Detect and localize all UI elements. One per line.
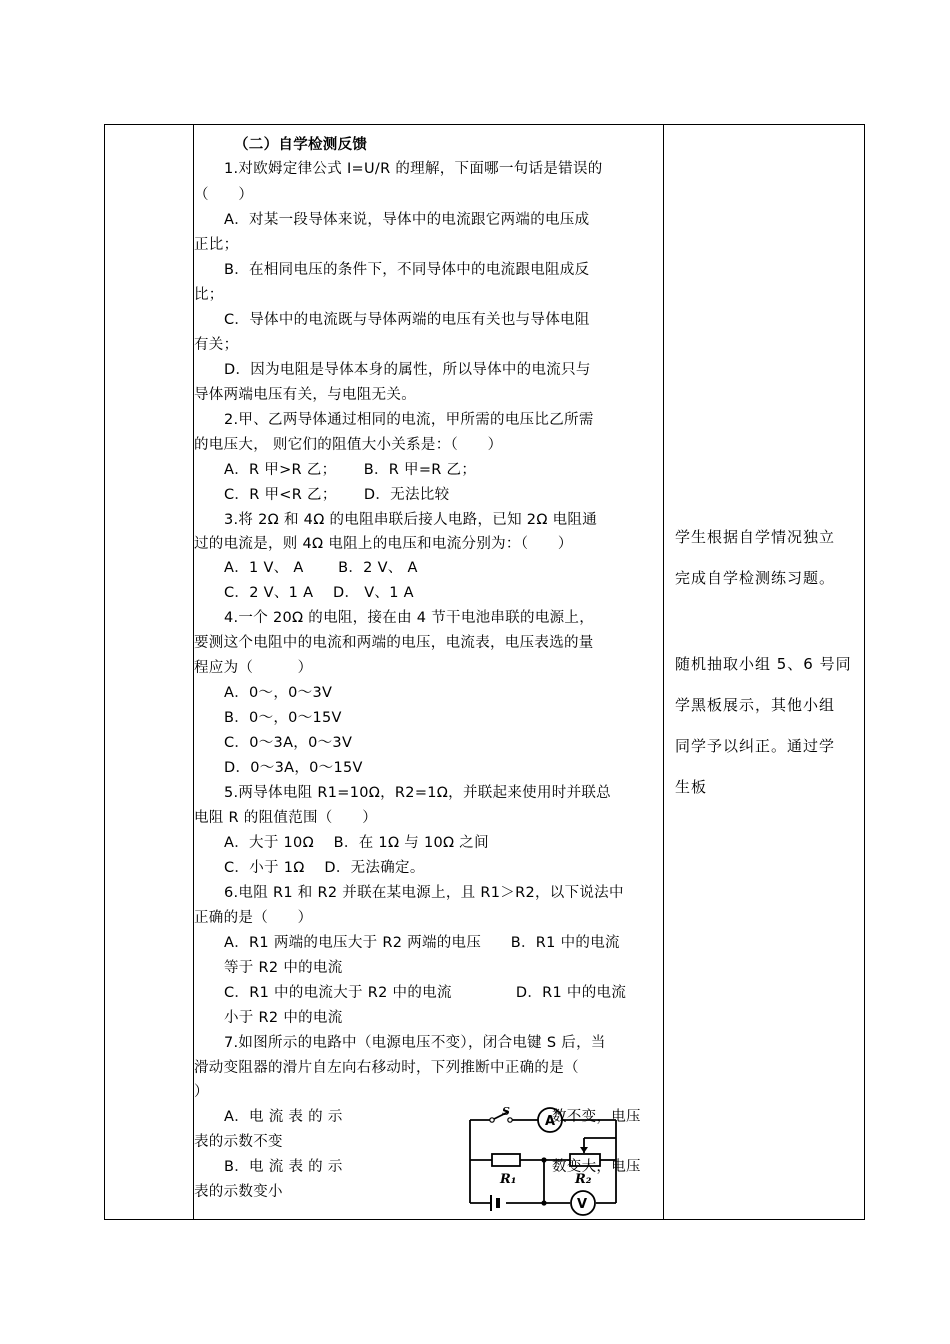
lesson-table [104,124,865,1220]
q1-option-d: D．因为电阻是导体本身的属性，所以导体中的电流只与 [224,362,591,378]
q1-option-c: 有关； [194,337,239,353]
q4-option-c: C．0～3A，0～3V [224,735,353,751]
q3-options: C．2 V、1 A D． V、1 A [224,585,414,601]
note-line: 同学予以纠正。通过学 [675,737,836,755]
q6-options: 小于 R2 中的电流 [224,1010,343,1026]
q1-stem: （ ） [194,187,254,203]
voltmeter-label: V [577,1197,588,1212]
q1-stem: 1.对欧姆定律公式 I=U/R 的理解，下面哪一句话是错误的 [224,161,603,177]
q4-stem: 要测这个电阻中的电流和两端的电压，电流表，电压表选的量 [194,635,594,651]
q6-options: C．R1 中的电流大于 R2 中的电流 D．R1 中的电流 [224,985,627,1001]
exercise-column [194,125,664,1219]
q7-option-b: B．电 流 表 的 示 [224,1159,343,1175]
q2-options: C．R 甲<R 乙； D．无法比较 [224,487,450,503]
q6-options: A．R1 两端的电压大于 R2 两端的电压 B．R1 中的电流 [224,935,620,951]
note-line: 学生根据自学情况独立 [675,528,836,546]
q3-stem: 过的电流是，则 4Ω 电阻上的电压和电流分别为：（ ） [194,536,573,552]
r1-label: R₁ [500,1172,517,1187]
r2-label: R₂ [575,1172,592,1187]
q7-option-a: 表的示数不变 [194,1134,283,1150]
circuit-diagram [466,1103,626,1218]
q4-option-b: B．0～，0～15V [224,710,342,726]
q1-option-b: 比； [194,287,224,303]
q4-option-a: A．0～，0～3V [224,685,333,701]
q2-stem: 的电压大， 则它们的阻值大小关系是：（ ） [194,437,503,453]
q4-option-d: D．0～3A，0～15V [224,760,363,776]
q6-stem: 正确的是（ ） [194,910,313,926]
q3-options: A．1 V、 A B．2 V、 A [224,560,418,576]
q7-option-a: A．电 流 表 的 示 [224,1109,343,1125]
q1-option-c: C．导体中的电流既与导体两端的电压有关也与导体电阻 [224,312,590,328]
q5-options: C．小于 1Ω D．无法确定。 [224,860,425,876]
q6-stem: 6.电阻 R1 和 R2 并联在某电源上，且 R1＞R2，以下说法中 [224,885,624,901]
note-line: 完成自学检测练习题。 [675,569,836,587]
q5-options: A．大于 10Ω B．在 1Ω 与 10Ω 之间 [224,835,489,851]
q2-options: A．R 甲>R 乙； B．R 甲=R 乙； [224,462,477,478]
q7-stem: ） [194,1084,209,1100]
q5-stem: 电阻 R 的阻值范围（ ） [194,810,377,826]
q4-stem: 4.一个 20Ω 的电阻，接在由 4 节干电池串联的电源上， [224,610,595,626]
q7-option-b: 表的示数变小 [194,1184,283,1200]
q2-stem: 2.甲、乙两导体通过相同的电流，甲所需的电压比乙所需 [224,412,594,428]
note-line: 随机抽取小组 5、6 号同 [675,655,852,673]
switch-label: S [502,1105,510,1118]
q7-stem: 滑动变阻器的滑片自左向右移动时，下列推断中正确的是（ [194,1060,579,1076]
q1-option-a: A．对某一段导体来说，导体中的电流跟它两端的电压成 [224,212,590,228]
q5-stem: 5.两导体电阻 R1=10Ω，R2=1Ω，并联起来使用时并联总 [224,785,611,801]
note-line: 生板 [675,778,708,796]
section-title: （二）自学检测反馈 [234,137,368,153]
q4-stem: 程应为（ ） [194,660,313,676]
ammeter-label: A [545,1114,556,1129]
q1-option-a: 正比； [194,237,239,253]
q7-stem: 7.如图所示的电路中（电源电压不变），闭合电键 S 后，当 [224,1035,606,1051]
q6-options: 等于 R2 中的电流 [224,960,343,976]
note-line: 学黑板展示，其他小组 [675,696,836,714]
q1-option-b: B．在相同电压的条件下，不同导体中的电流跟电阻成反 [224,262,590,278]
q1-option-d: 导体两端电压有关，与电阻无关。 [194,387,416,403]
q3-stem: 3.将 2Ω 和 4Ω 的电阻串联后接人电路，已知 2Ω 电阻通 [224,512,598,528]
q7-option-a: 数不变，电压 [552,1109,641,1125]
q7-option-b: 数变大，电压 [552,1159,641,1175]
